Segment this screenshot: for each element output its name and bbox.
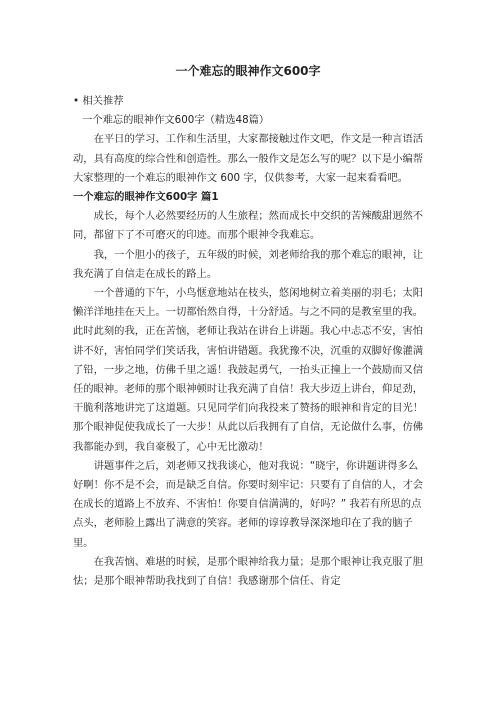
body-paragraph: 成长，每个人必然要经历的人生旅程；然而成长中交织的苦辣酸甜迥然不同，都留下了不可磨灭的印迹。而那个眼神令我难忘。 [73,210,424,242]
article-subtitle: 一个难忘的眼神作文600字（精选48篇） [82,114,270,127]
intro-paragraph: 在平日的学习、工作和生活里，大家都接触过作文吧，作文是一种言语活动，具有高度的综合性和创造性。那么一般作文是怎么写的呢？以下是小编帮大家整理的一个难忘的眼神作文 600 字，仅供参考，大家一起来看看吧。 [73,133,424,184]
body-paragraph: 一个普通的下午，小鸟惬意地站在枝头，悠闲地树立着美丽的羽毛；太阳懒洋洋地挂在天上。一切都怡然自得，十分舒适。与之不同的是教室里的我。此时此刻的我，正在苦恼，老师让我站在讲台上讲题。我心中忐忑不安，害怕讲不好，害怕同学们笑话我，害怕讲错题。我犹豫不决，沉重的双脚好像灌满了铅，一步之地，仿佛千里之遥！我鼓起勇气，一抬头正撞上一个鼓励而又信任的眼神。老师的那个眼神顿时让我充满了自信！我大步迈上讲台，仰足劲，干脆利落地讲完了这道题。只见同学们向我投来了赞扬的眼神和肯定的目光！那个眼神促使我成长了一大步！从此以后我拥有了自信，无论做什么事，仿佛我都能办到，我自豪极了，心中无比激动！ [73,287,424,453]
body-paragraph: 讲题事件之后，刘老师又找我谈心，他对我说：“晓宇，你讲题讲得多么好啊！你不是不会，而是缺乏自信。你要时刻牢记：只要有了自信的人，才会在成长的道路上不放弃、不害怕！你要自信满满的，好吗？” 我若有所思的点点头，老师脸上露出了满意的笑容。老师的谆谆教导深深地印在了我的脑子里。 [73,459,424,549]
page-title: 一个难忘的眼神作文600字 [175,64,321,78]
article-body [73,92,426,591]
body-paragraph: 在我苦恼、难堪的时候，是那个眼神给我力量；是那个眼神让我克服了胆怯；是那个眼神帮助我找到了自信！我感谢那个信任、肯定 [73,555,424,588]
related-recommendations-link[interactable]: • 相关推荐 [73,92,426,111]
body-paragraph: 我，一个胆小的孩子，五年级的时候，刘老师给我的那个难忘的眼神，让我充满了自信走在成长的路上。 [73,248,424,280]
section-heading: 一个难忘的眼神作文600字 篇1 [73,191,219,204]
